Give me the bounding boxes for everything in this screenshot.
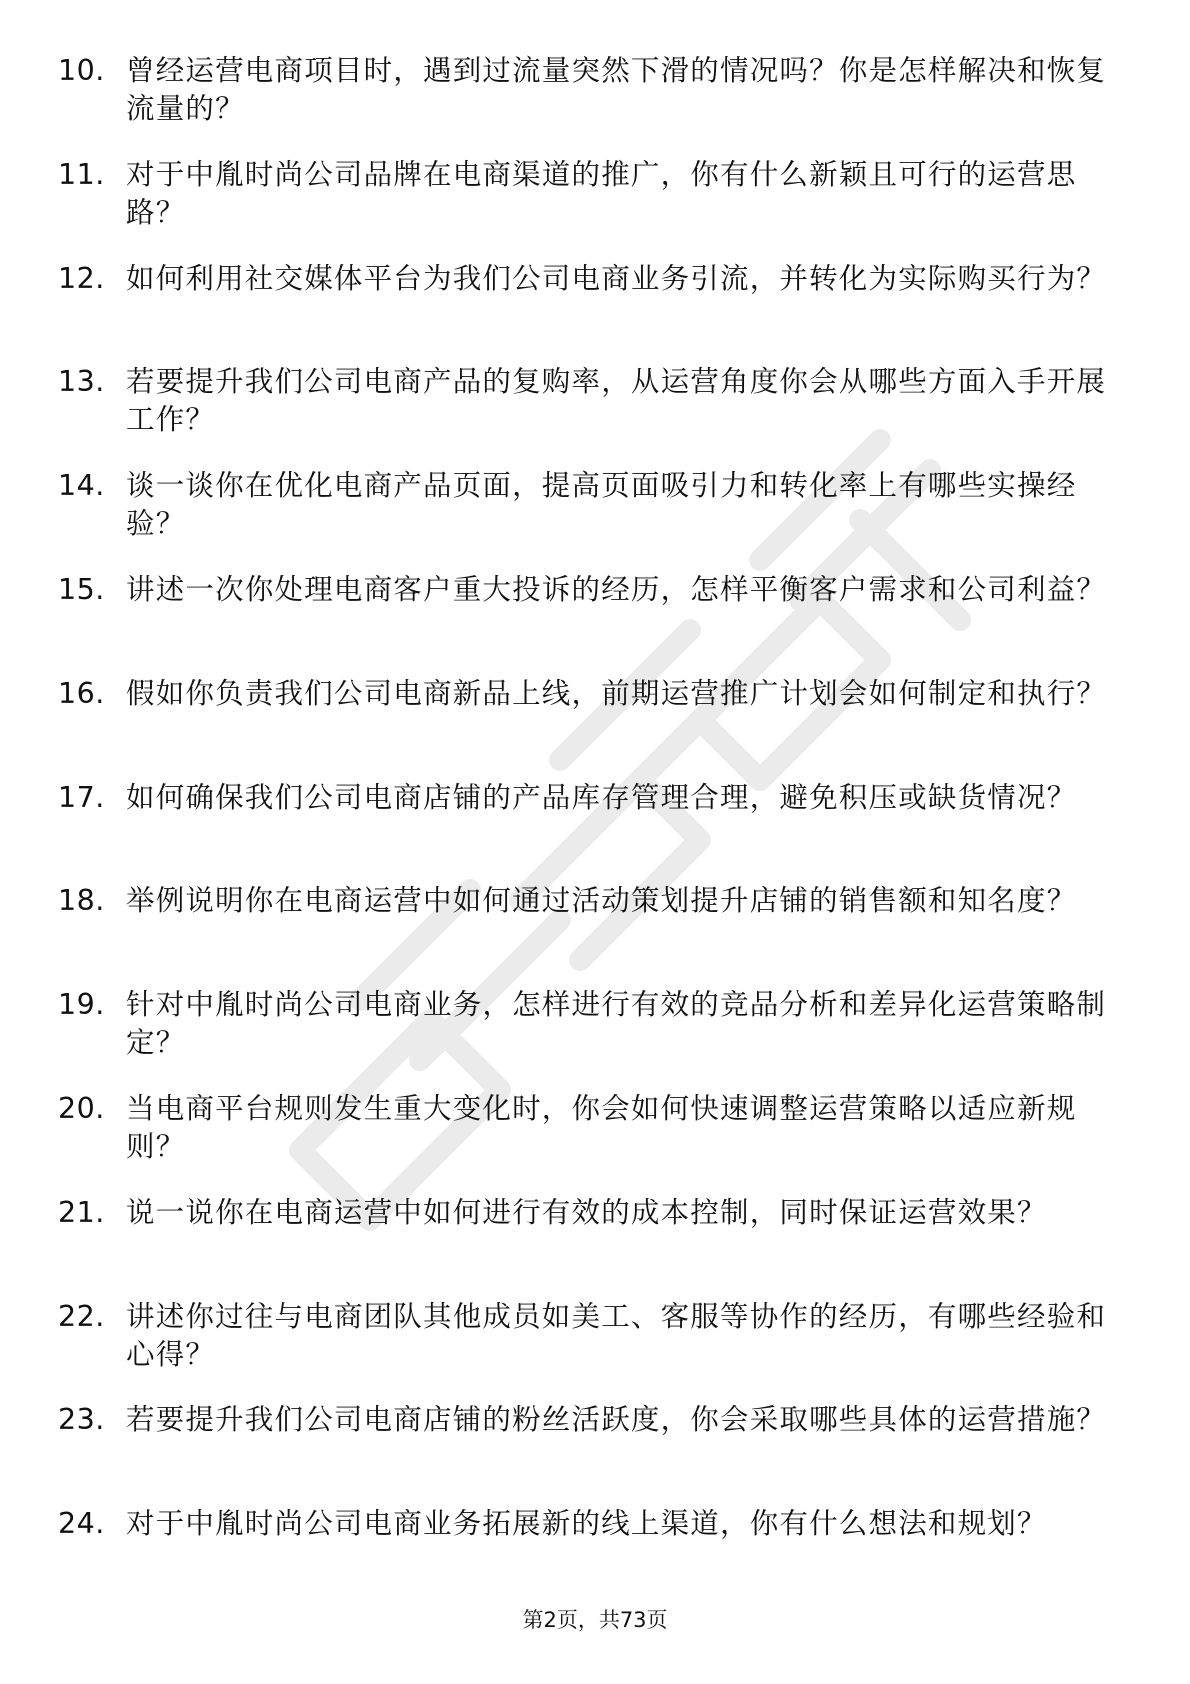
- question-number: 16.: [58, 676, 105, 710]
- list-item: [58, 1505, 1118, 1609]
- question-number: 11.: [58, 157, 105, 191]
- question-text: 当电商平台规则发生重大变化时，你会如何快速调整运营策略以适应新规则？: [126, 1091, 1077, 1163]
- question-text: 说一说你在电商运营中如何进行有效的成本控制，同时保证运营效果？: [126, 1195, 1047, 1229]
- list-item: [58, 363, 1118, 467]
- question-text: 对于中胤时尚公司品牌在电商渠道的推广，你有什么新颖且可行的运营思路？: [126, 157, 1077, 229]
- question-text: 谈一谈你在优化电商产品页面，提高页面吸引力和转化率上有哪些实操经验？: [126, 469, 1077, 541]
- list-item: [58, 986, 1118, 1090]
- page-footer: [0, 1606, 1190, 1634]
- question-text: 讲述你过往与电商团队其他成员如美工、客服等协作的经历，有哪些经验和心得？: [126, 1299, 1107, 1371]
- question-number: 13.: [58, 365, 105, 399]
- list-item: [58, 156, 1118, 260]
- question-text: 若要提升我们公司电商店铺的粉丝活跃度，你会采取哪些具体的运营措施？: [126, 1403, 1107, 1437]
- question-text: 若要提升我们公司电商产品的复购率，从运营角度你会从哪些方面入手开展工作？: [126, 365, 1107, 437]
- question-number: 14.: [58, 469, 105, 503]
- list-item: [58, 1298, 1118, 1402]
- list-item: [58, 1194, 1118, 1298]
- question-list: [58, 52, 1118, 1609]
- question-number: 22.: [58, 1299, 105, 1333]
- list-item: [58, 779, 1118, 883]
- list-item: [58, 1090, 1118, 1194]
- question-number: 21.: [58, 1195, 105, 1229]
- question-number: 23.: [58, 1403, 105, 1437]
- question-number: 20.: [58, 1091, 105, 1125]
- question-number: 19.: [58, 988, 105, 1022]
- question-text: 针对中胤时尚公司电商业务，怎样进行有效的竞品分析和差异化运营策略制定？: [126, 988, 1107, 1060]
- page-number-label: 第2页，共73页: [522, 1608, 668, 1632]
- list-item: [58, 260, 1118, 364]
- question-text: 假如你负责我们公司电商新品上线，前期运营推广计划会如何制定和执行？: [126, 676, 1107, 710]
- list-item: [58, 882, 1118, 986]
- question-text: 对于中胤时尚公司电商业务拓展新的线上渠道，你有什么想法和规划？: [126, 1507, 1047, 1541]
- question-number: 18.: [58, 884, 105, 918]
- question-number: 15.: [58, 572, 105, 606]
- list-item: [58, 675, 1118, 779]
- question-text: 举例说明你在电商运营中如何通过活动策划提升店铺的销售额和知名度？: [126, 884, 1077, 918]
- question-number: 12.: [58, 261, 105, 295]
- list-item: [58, 571, 1118, 675]
- list-item: [58, 467, 1118, 571]
- list-item: [58, 52, 1118, 156]
- question-text: 讲述一次你处理电商客户重大投诉的经历，怎样平衡客户需求和公司利益？: [126, 572, 1107, 606]
- question-number: 10.: [58, 54, 105, 87]
- question-text: 曾经运营电商项目时，遇到过流量突然下滑的情况吗？你是怎样解决和恢复流量的？: [126, 54, 1107, 125]
- question-number: 17.: [58, 780, 105, 814]
- question-text: 如何确保我们公司电商店铺的产品库存管理合理，避免积压或缺货情况？: [126, 780, 1077, 814]
- list-item: [58, 1401, 1118, 1505]
- question-number: 24.: [58, 1507, 105, 1541]
- question-text: 如何利用社交媒体平台为我们公司电商业务引流，并转化为实际购买行为？: [126, 261, 1107, 295]
